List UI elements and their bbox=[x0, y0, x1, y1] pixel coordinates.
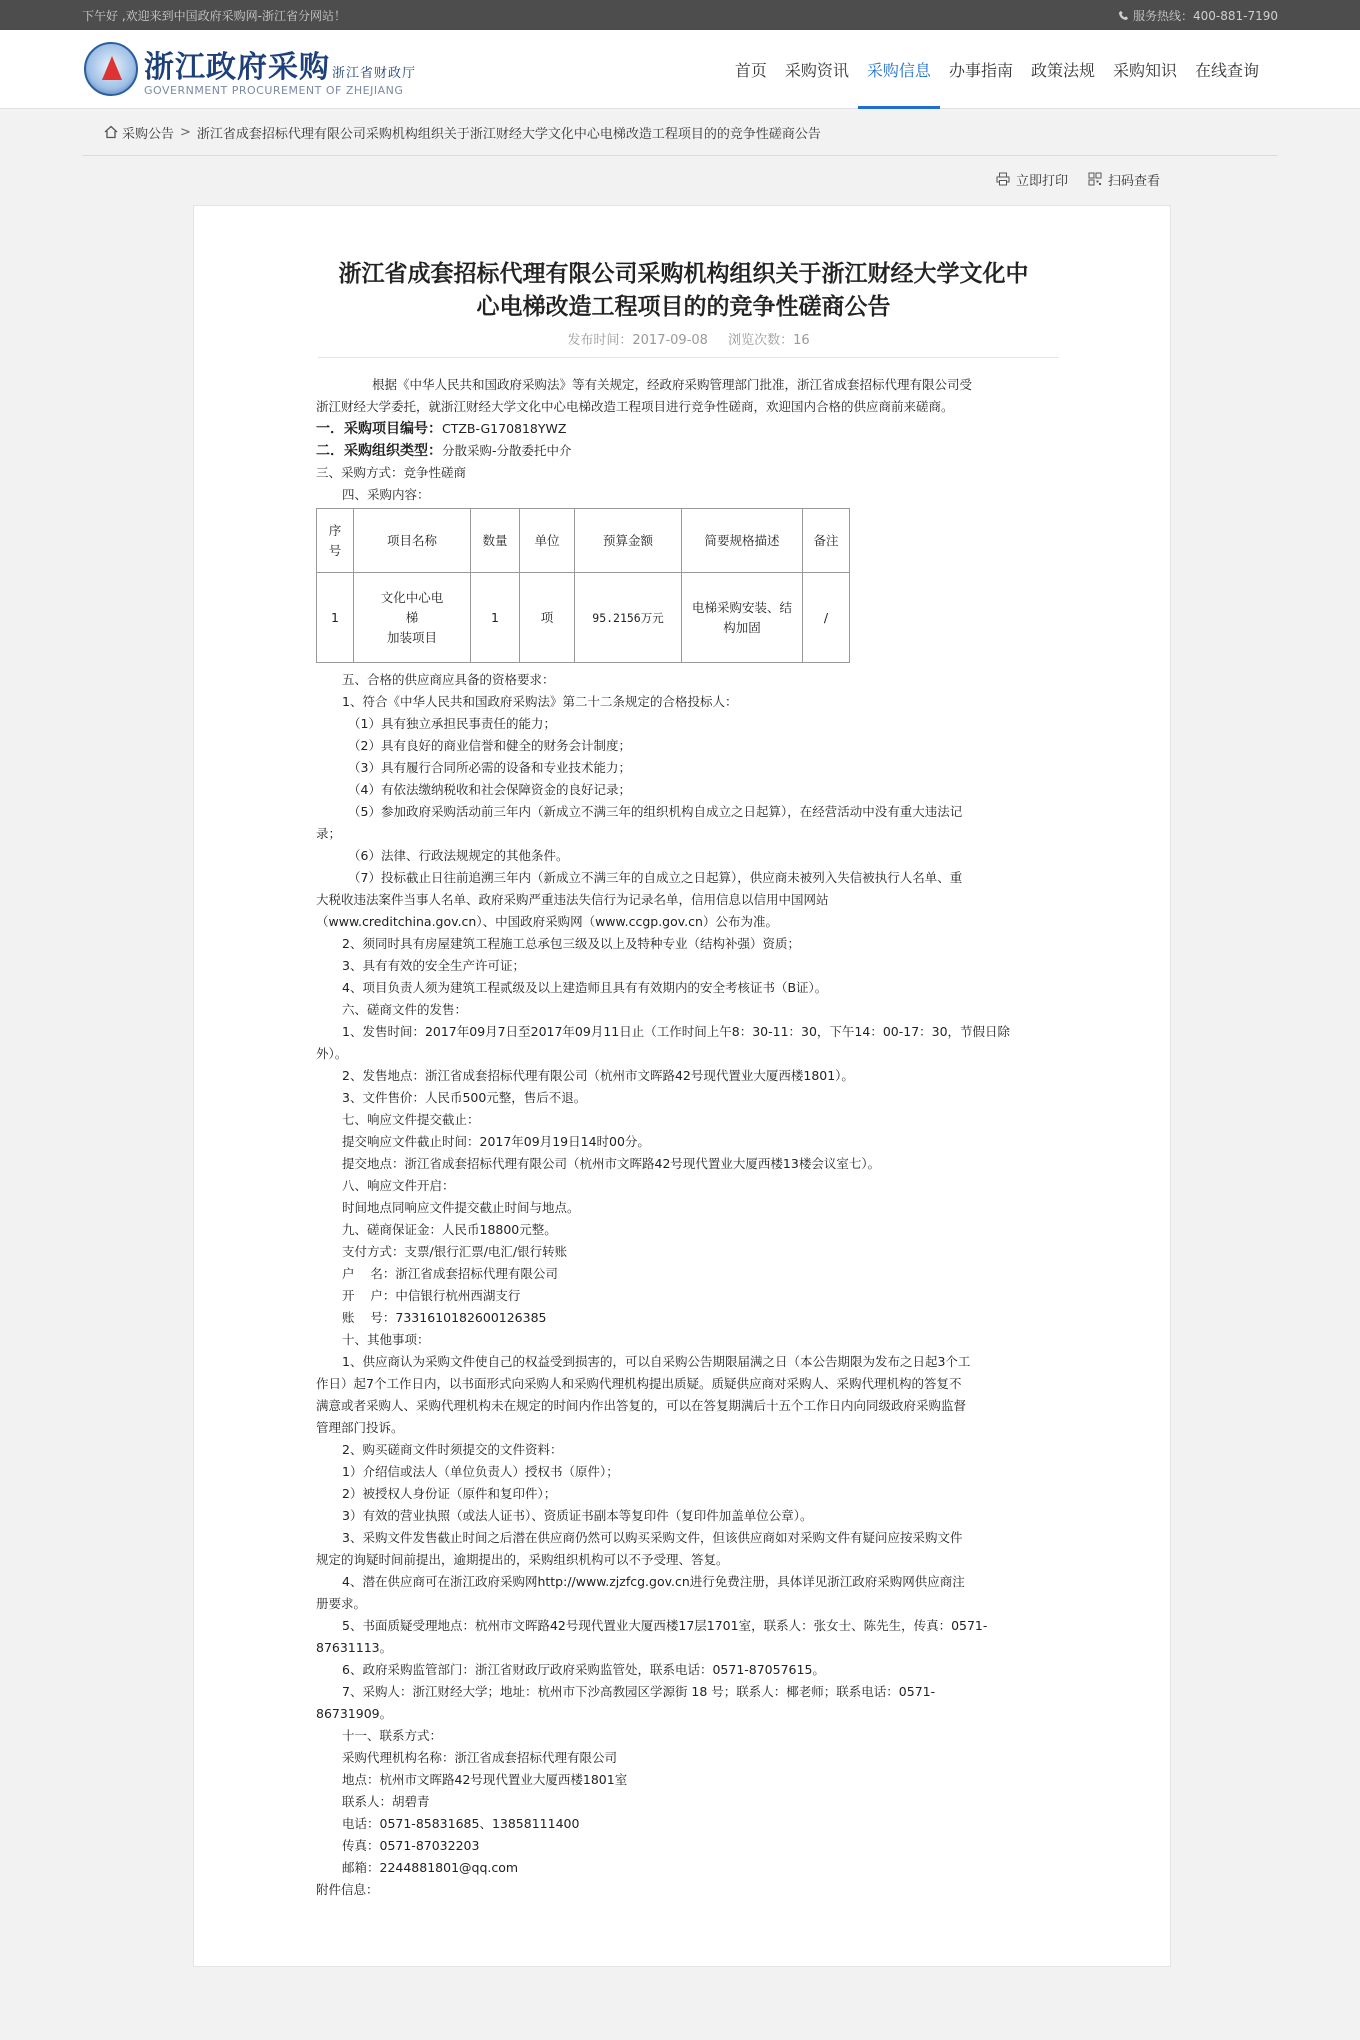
submission-item: 提交响应文件截止时间：2017年09月19日14时00分。 bbox=[342, 1134, 650, 1149]
section-other: 十、其他事项： bbox=[342, 1332, 430, 1347]
opening-item: 时间地点同响应文件提交截止时间与地点。 bbox=[342, 1200, 580, 1215]
print-label: 立即打印 bbox=[1015, 173, 1068, 189]
publish-time: 发布时间：2017-09-08 bbox=[567, 333, 708, 348]
other-item: 规定的询疑时间前提出，逾期提出的，采购组织机构可以不予受理、答复。 bbox=[316, 1552, 729, 1567]
article-body bbox=[316, 374, 1051, 1901]
section-contact: 十一、联系方式： bbox=[342, 1728, 443, 1743]
other-item: 2、购买磋商文件时须提交的文件资料： bbox=[342, 1442, 563, 1457]
other-item: 管理部门投诉。 bbox=[316, 1420, 404, 1435]
nav-policy[interactable]: 政策法规 bbox=[1030, 60, 1095, 80]
table-row bbox=[317, 573, 850, 663]
qualification-item: （7）投标截止日往前追溯三年内（新成立不满三年的自成立之日起算），供应商未被列入失信被执行人名单、重 bbox=[348, 870, 963, 885]
qualification-item: （6）法律、行政法规规定的其他条件。 bbox=[348, 848, 569, 863]
section-content: 四、采购内容： bbox=[342, 487, 430, 502]
table-header-cell: 备注 bbox=[803, 509, 850, 573]
emblem-icon bbox=[84, 42, 138, 96]
contact-item: 联系人：胡碧青 bbox=[342, 1794, 430, 1809]
contact-item: 电话：0571-85831685、13858111400 bbox=[342, 1816, 580, 1831]
qualification-item: （2）具有良好的商业信誉和健全的财务会计制度； bbox=[348, 738, 631, 753]
other-item: 2）被授权人身份证（原件和复印件）； bbox=[342, 1486, 557, 1501]
contact-item: 邮箱：2244881801@qq.com bbox=[342, 1860, 519, 1875]
section-qualifications: 五、合格的供应商应具备的资格要求： bbox=[342, 672, 555, 687]
qualification-item: （3）具有履行合同所必需的设备和专业技术能力； bbox=[348, 760, 631, 775]
home-icon[interactable] bbox=[104, 125, 118, 139]
qualification-item: （4）有依法缴纳税收和社会保障资金的良好记录； bbox=[348, 782, 631, 797]
table-cell: 95.2156万元 bbox=[575, 573, 682, 663]
printer-icon bbox=[996, 172, 1010, 186]
nav-knowledge[interactable]: 采购知识 bbox=[1112, 60, 1177, 80]
logo-english: GOVERNMENT PROCUREMENT OF ZHEJIANG bbox=[144, 83, 404, 97]
other-item: 4、潜在供应商可在浙江政府采购网http://www.zjzfcg.gov.cn进行免费注册，具体详见浙江政府采购网供应商注 bbox=[342, 1574, 965, 1589]
scan-label: 扫码查看 bbox=[1107, 173, 1160, 189]
doc-sale-item: 1、发售时间：2017年09月7日至2017年09月11日止（工作时间上午8：30-11：30，下午14：00-17：30，节假日除 bbox=[342, 1024, 1011, 1039]
nav-guide[interactable]: 办事指南 bbox=[948, 60, 1013, 80]
doc-sale-item: 2、发售地点：浙江省成套招标代理有限公司（杭州市文晖路42号现代置业大厦西楼1801）。 bbox=[342, 1068, 854, 1083]
breadcrumb-current: 浙江省成套招标代理有限公司采购机构组织关于浙江财经大学文化中心电梯改造工程项目的的竞争性磋商公告 bbox=[196, 126, 821, 142]
deposit-item: 开 户：中信银行杭州西湖支行 bbox=[342, 1288, 521, 1303]
scan-qr-button[interactable] bbox=[1088, 170, 1160, 189]
site-logo[interactable] bbox=[84, 42, 416, 97]
intro-line: 根据《中华人民共和国政府采购法》等有关规定，经政府采购管理部门批准，浙江省成套招标代理有限公司受 bbox=[372, 377, 973, 392]
section-deposit: 九、磋商保证金：人民币18800元整。 bbox=[342, 1222, 557, 1237]
other-item: 6、政府采购监管部门：浙江省财政厅政府采购监管处，联系电话：0571-87057615。 bbox=[342, 1662, 825, 1677]
other-item: 86731909。 bbox=[316, 1706, 393, 1721]
table-cell: 1 bbox=[317, 573, 354, 663]
qualification-item: 3、具有有效的安全生产许可证； bbox=[342, 958, 525, 973]
breadcrumb-separator: > bbox=[180, 124, 191, 140]
qualification-item: 4、项目负责人须为建筑工程贰级及以上建造师且具有有效期内的安全考核证书（B证）。 bbox=[342, 980, 828, 995]
section-submission: 七、响应文件提交截止： bbox=[342, 1112, 480, 1127]
contact-item: 采购代理机构名称：浙江省成套招标代理有限公司 bbox=[342, 1750, 618, 1765]
deposit-item: 支付方式：支票/银行汇票/电汇/银行转账 bbox=[342, 1244, 568, 1259]
logo-subtitle: 浙江省财政厅 bbox=[332, 65, 417, 81]
article-title: 浙江省成套招标代理有限公司采购机构组织关于浙江财经大学文化中 心电梯改造工程项目的的竞争性磋商公告 bbox=[338, 261, 1029, 320]
welcome-text: 下午好 ,欢迎来到中国政府采购网-浙江省分网站！ bbox=[82, 8, 346, 23]
other-item: 作日）起7个工作日内，以书面形式向采购人和采购代理机构提出质疑。质疑供应商对采购人、采购代理机构的答复不 bbox=[316, 1376, 962, 1391]
section-doc-sale: 六、磋商文件的发售： bbox=[342, 1002, 468, 1017]
other-item: 满意或者采购人、采购代理机构未在规定的时间内作出答复的，可以在答复期满后十五个工作日内向同级政府采购监督 bbox=[316, 1398, 967, 1413]
breadcrumb-section-link[interactable]: 采购公告 bbox=[122, 126, 175, 142]
other-item: 1、供应商认为采购文件使自己的权益受到损害的，可以自采购公告期限届满之日（本公告期限为发布之日起3个工 bbox=[342, 1354, 971, 1369]
table-header-cell: 预算金额 bbox=[575, 509, 682, 573]
deposit-item: 户 名：浙江省成套招标代理有限公司 bbox=[342, 1266, 558, 1281]
nav-online-query[interactable]: 在线查询 bbox=[1194, 60, 1259, 80]
qualification-item: 2、须同时具有房屋建筑工程施工总承包三级及以上及特种专业（结构补强）资质； bbox=[342, 936, 800, 951]
table-cell: 文化中心电 梯 加装项目 bbox=[354, 573, 471, 663]
article-content bbox=[316, 206, 1051, 1901]
logo-title: 浙江政府采购 浙江省财政厅 bbox=[144, 49, 417, 85]
section-opening: 八、响应文件开启： bbox=[342, 1178, 455, 1193]
print-button[interactable] bbox=[996, 170, 1068, 189]
site-header bbox=[0, 30, 1360, 109]
other-item: 3）有效的营业执照（或法人证书）、资质证书副本等复印件（复印件加盖单位公章）。 bbox=[342, 1508, 813, 1523]
table-cell: 项 bbox=[520, 573, 575, 663]
table-cell: 电梯采购安装、结 构加固 bbox=[682, 573, 803, 663]
contact-item: 地点：杭州市文晖路42号现代置业大厦西楼1801室 bbox=[342, 1772, 628, 1787]
procurement-table bbox=[316, 508, 850, 663]
contact-item: 传真：0571-87032203 bbox=[342, 1838, 480, 1853]
other-item: 册要求。 bbox=[316, 1596, 367, 1611]
qualification-item: 1、符合《中华人民共和国政府采购法》第二十二条规定的合格投标人： bbox=[342, 694, 738, 709]
top-bar bbox=[0, 0, 1360, 30]
qr-code-icon bbox=[1088, 172, 1102, 186]
article-tools bbox=[0, 156, 1360, 202]
qualification-item: （5）参加政府采购活动前三年内（新成立不满三年的组织机构自成立之日起算），在经营活动中没有重大违法记 bbox=[348, 804, 963, 819]
submission-item: 提交地点：浙江省成套招标代理有限公司（杭州市文晖路42号现代置业大厦西楼13楼会议室七）。 bbox=[342, 1156, 881, 1171]
other-item: 87631113。 bbox=[316, 1640, 393, 1655]
other-item: 1）介绍信或法人（单位负责人）授权书（原件）； bbox=[342, 1464, 619, 1479]
intro-line: 浙江财经大学委托，就浙江财经大学文化中心电梯改造工程项目进行竞争性磋商，欢迎国内合格的供应商前来磋商。 bbox=[316, 399, 954, 414]
table-header-row bbox=[317, 509, 850, 573]
section-org-type: 二．采购组织类型：分散采购-分散委托中介 bbox=[316, 443, 572, 459]
qualification-item: 大税收违法案件当事人名单、政府采购严重违法失信行为记录名单，信用信息以信用中国网站 bbox=[316, 892, 829, 907]
other-item: 3、采购文件发售截止时间之后潜在供应商仍然可以购买采购文件，但该供应商如对采购文件有疑问应按采购文件 bbox=[342, 1530, 963, 1545]
phone-icon bbox=[1118, 10, 1129, 21]
doc-sale-item: 外）。 bbox=[316, 1046, 348, 1061]
other-item: 7、采购人：浙江财经大学；地址：杭州市下沙高教园区学源街 18 号；联系人：椰老师；联系电话：0571- bbox=[342, 1684, 936, 1699]
table-header-cell: 单位 bbox=[520, 509, 575, 573]
table-cell: 1 bbox=[471, 573, 520, 663]
nav-news[interactable]: 采购资讯 bbox=[784, 60, 849, 80]
nav-home[interactable]: 首页 bbox=[734, 60, 767, 80]
hotline bbox=[1118, 7, 1278, 24]
table-cell: / bbox=[803, 573, 850, 663]
qualification-item: 录； bbox=[316, 826, 342, 841]
table-header-cell: 数量 bbox=[471, 509, 520, 573]
hotline-text: 服务热线：400-881-7190 bbox=[1132, 8, 1278, 23]
other-item: 5、书面质疑受理地点：杭州市文晖路42号现代置业大厦西楼17层1701室，联系人：张女士、陈先生，传真：0571- bbox=[342, 1618, 988, 1633]
article-meta bbox=[318, 329, 1059, 358]
table-header-cell: 简要规格描述 bbox=[682, 509, 803, 573]
main-nav bbox=[726, 30, 1268, 108]
view-count: 浏览次数：16 bbox=[728, 333, 810, 348]
attachments-label: 附件信息： bbox=[316, 1882, 379, 1897]
section-project-code: 一．采购项目编号：CTZB-G170818YWZ bbox=[316, 421, 567, 437]
breadcrumb bbox=[82, 109, 1278, 156]
qualification-item: （1）具有独立承担民事责任的能力； bbox=[348, 716, 556, 731]
section-method: 三、采购方式：竞争性磋商 bbox=[316, 465, 467, 480]
article-card bbox=[193, 205, 1171, 1967]
deposit-item: 账 号：7331610182600126385 bbox=[342, 1310, 547, 1325]
table-header-cell: 序号 bbox=[317, 509, 354, 573]
doc-sale-item: 3、文件售价：人民币500元整，售后不退。 bbox=[342, 1090, 587, 1105]
table-header-cell: 项目名称 bbox=[354, 509, 471, 573]
qualification-item: （www.creditchina.gov.cn）、中国政府采购网（www.ccgp.gov.cn）公布为准。 bbox=[316, 914, 778, 929]
nav-procurement-info[interactable]: 采购信息 bbox=[858, 30, 940, 108]
